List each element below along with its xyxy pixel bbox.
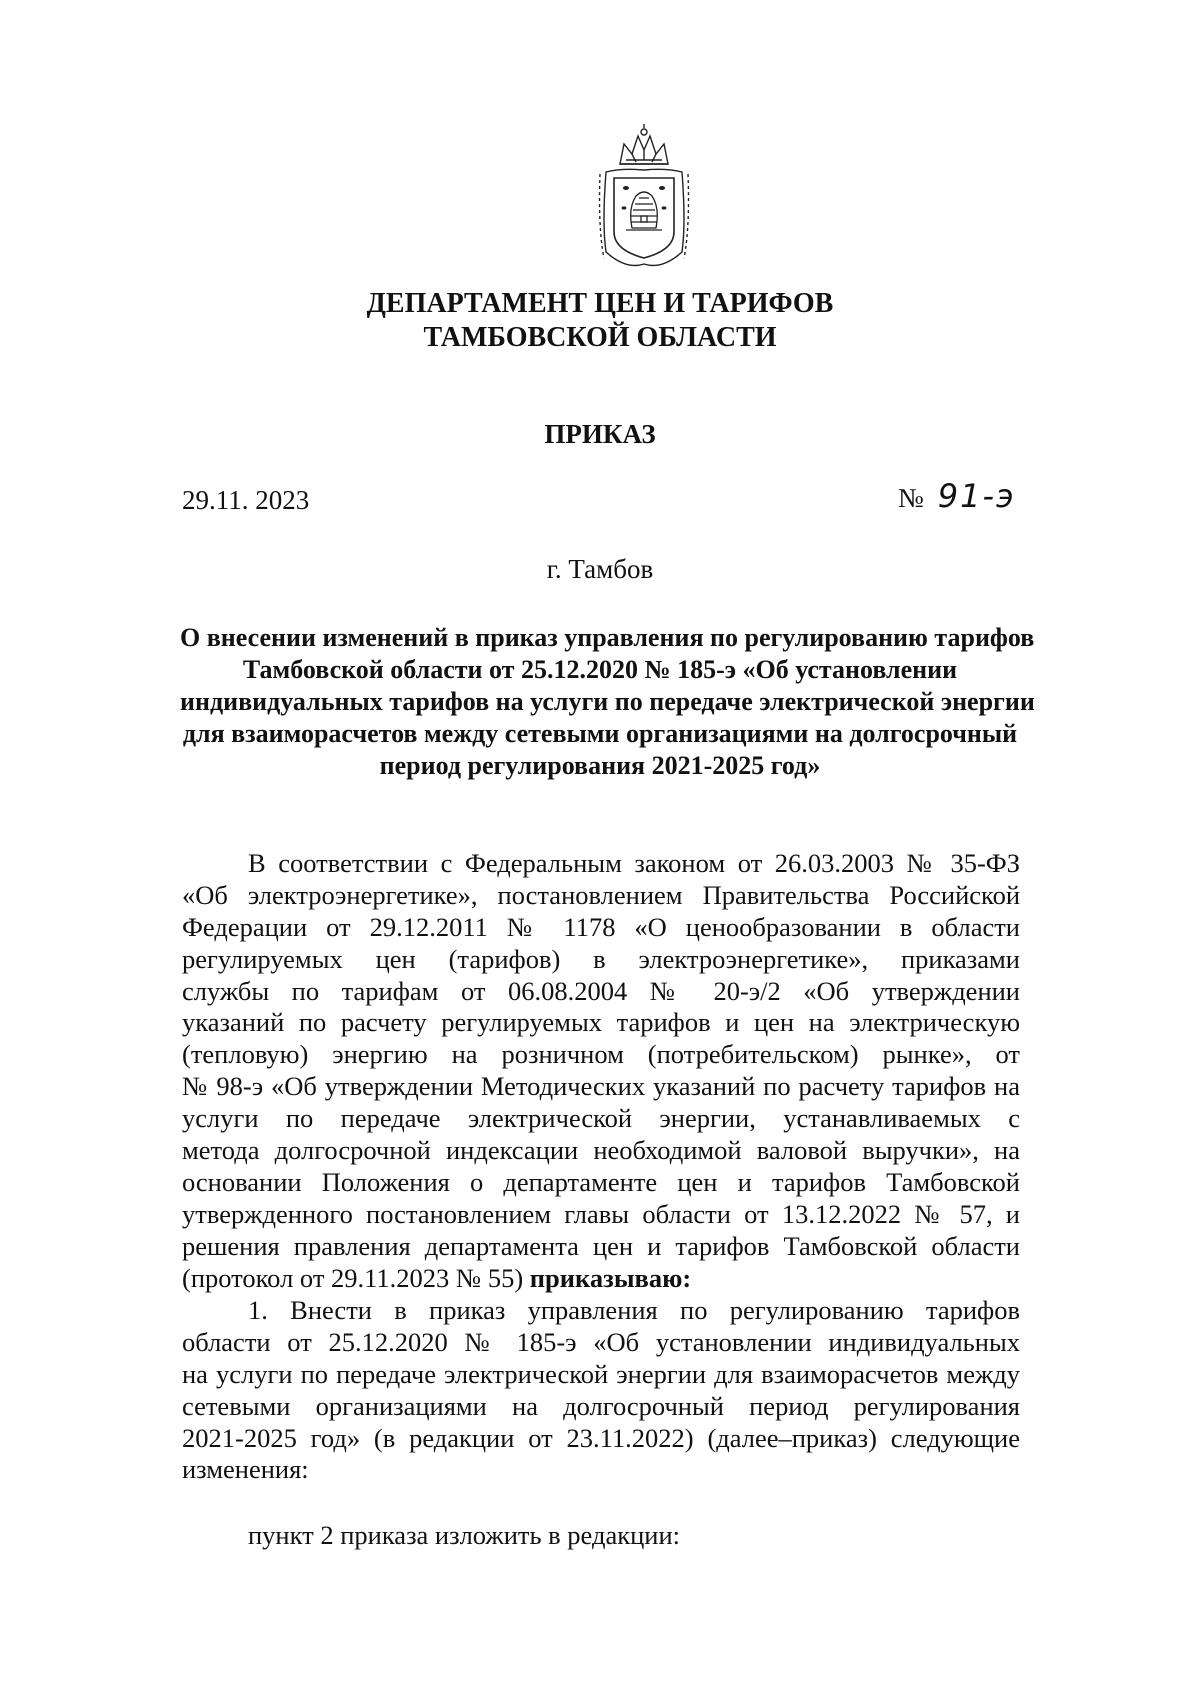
clause-amendment-intro: пункт 2 приказа изложить в редакции: <box>248 1520 680 1550</box>
paragraph-line: решения правления департамента цен и тарифов Тамбовской области <box>182 1230 1020 1261</box>
paragraph-line: услуги по передаче электрической энергии, устанавливаемых с <box>182 1103 1020 1134</box>
clause-1-paragraph <box>182 1295 1020 1486</box>
preamble-paragraph <box>182 848 1020 1294</box>
subject-line: индивидуальных тарифов на услуги по передаче электрической энергии <box>180 687 1035 716</box>
paragraph-line: службы по тарифам от 06.08.2004 № 20-э/2 «Об утверждении <box>182 975 1020 1006</box>
order-subject <box>180 622 1035 782</box>
paragraph-line-final <box>182 1263 1020 1295</box>
paragraph-line: 2021-2025 год» (в редакции от 23.11.2022) (далее–приказ) следующие <box>182 1422 1020 1453</box>
paragraph-line: изменения: <box>182 1454 309 1485</box>
subject-line: Тамбовской области от 25.12.2020 № 185-э «Об установлении <box>242 655 958 684</box>
paragraph-line: основании Положения о департаменте цен и тарифов Тамбовской <box>182 1166 1020 1197</box>
paragraph-line: на услуги по передаче электрической энергии для взаиморасчетов между <box>182 1358 1020 1389</box>
paragraph-line: В соответствии с Федеральным законом от 26.03.2003 № 35-ФЗ <box>248 848 1020 878</box>
paragraph-line: № 98-э «Об утверждении Методических указаний по расчету тарифов на <box>182 1071 1020 1102</box>
department-name-line-2: ТАМБОВСКОЙ ОБЛАСТИ <box>423 322 777 353</box>
department-name-line-1: ДЕПАРТАМЕНТ ЦЕН И ТАРИФОВ <box>366 288 834 319</box>
order-verb: приказываю: <box>529 1262 692 1293</box>
paragraph-line: метода долгосрочной индексации необходимой валовой выручки», на <box>182 1135 1020 1166</box>
paragraph-line: указаний по расчету регулируемых тарифов и цен на электрическую <box>182 1007 1020 1038</box>
protocol-reference: (протокол от 29.11.2023 № 55) <box>182 1262 524 1293</box>
paragraph-line: «Об электроэнергетике», постановлением Правительства Российской <box>182 879 1020 910</box>
paragraph-line: регулируемых цен (тарифов) в электроэнергетике», приказами <box>182 943 1020 974</box>
paragraph-line: сетевыми организациями на долгосрочный период регулирования <box>182 1390 1020 1421</box>
paragraph-line: области от 25.12.2020 № 185-э «Об установлении индивидуальных <box>182 1326 1020 1357</box>
subject-line: О внесении изменений в приказ управления по регулированию тарифов <box>180 623 1035 652</box>
order-number-prefix: № <box>898 483 924 513</box>
subject-line: период регулирования 2021-2025 год» <box>379 751 821 780</box>
paragraph-line: Федерации от 29.12.2011 № 1178 «О ценообразовании в области <box>182 911 1020 942</box>
document-type-title: ПРИКАЗ <box>544 419 656 449</box>
paragraph-line: утвержденного постановлением главы области от 13.12.2022 № 57, и <box>182 1198 1020 1229</box>
order-number-handwritten: 91-э <box>937 477 1016 515</box>
paragraph-line: (тепловую) энергию на розничном (потребительском) рынке», от <box>182 1039 1020 1070</box>
tambov-coat-of-arms-icon <box>596 124 692 270</box>
subject-line: для взаиморасчетов между сетевыми организациями на долгосрочный <box>182 719 1018 748</box>
order-date: 29.11. 2023 <box>182 485 310 515</box>
paragraph-line: 1. Внести в приказ управления по регулированию тарифов <box>248 1295 1020 1325</box>
order-number <box>898 477 1016 515</box>
order-city: г. Тамбов <box>546 554 654 584</box>
